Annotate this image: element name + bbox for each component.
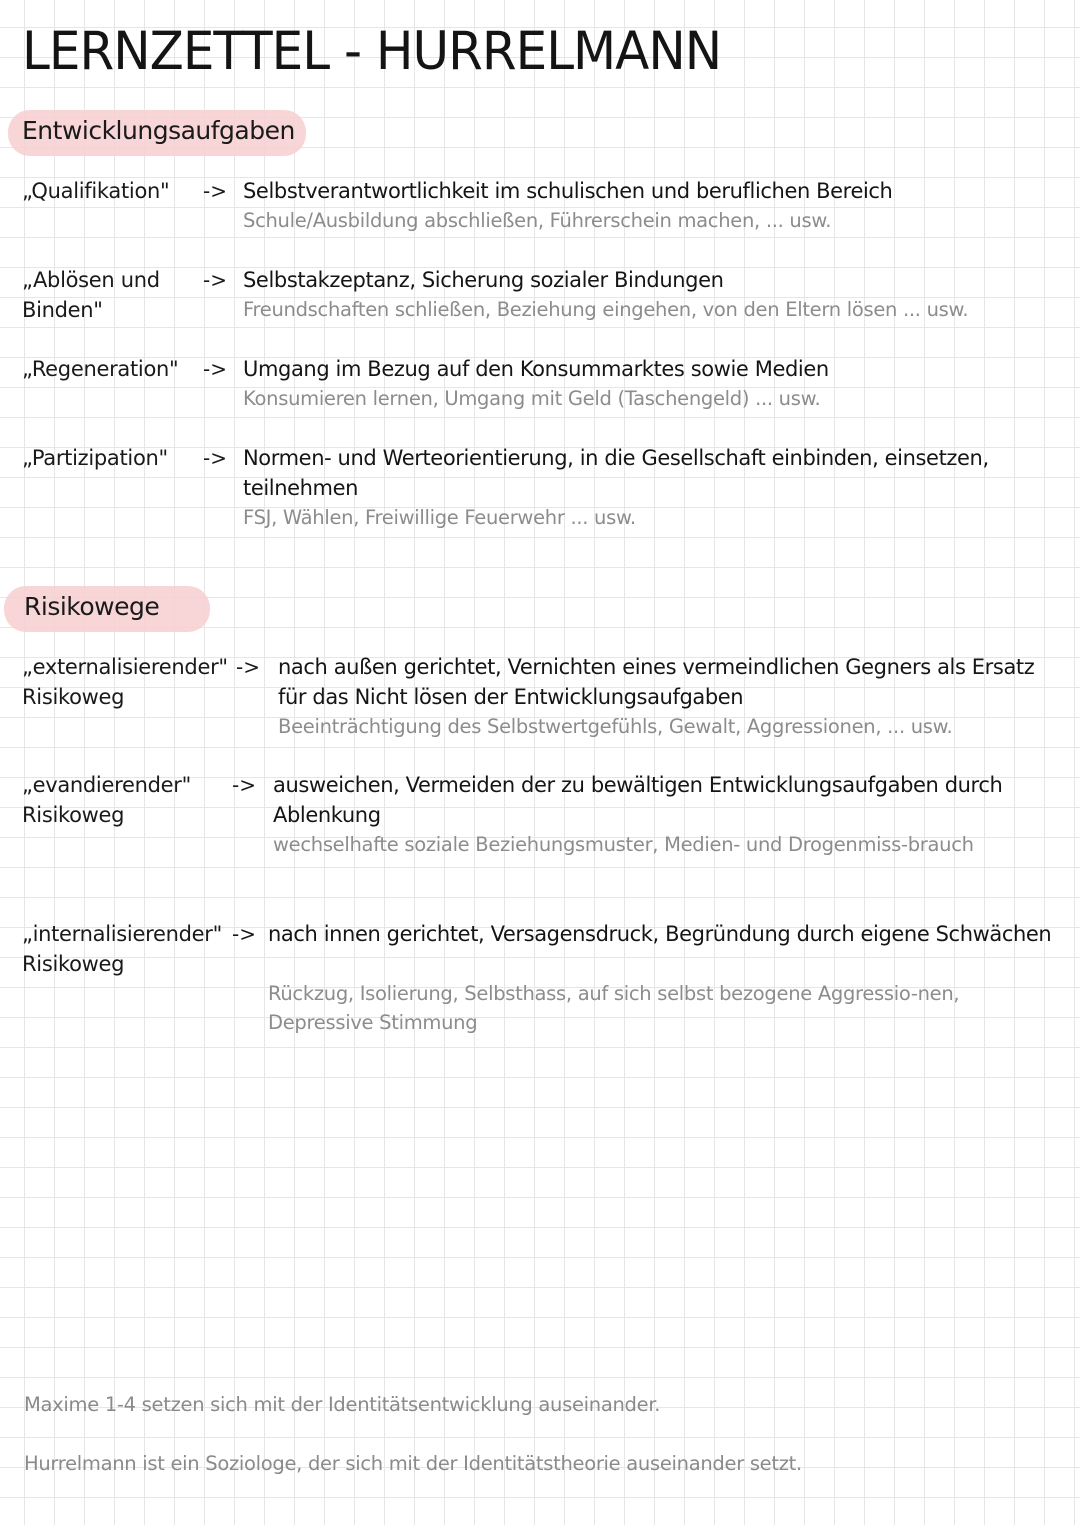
term-internalisierender: „internalisierender" Risikoweg [22, 922, 222, 976]
example-text-abloesen-binden: Freundschaften schließen, Beziehung eingehen, von den Eltern lösen ... usw. [243, 298, 969, 321]
section-heading-entwicklungsaufgaben: Entwicklungsaufgaben [22, 116, 295, 145]
main-text-partizipation: Normen- und Werteorientierung, in die Gesellschaft einbinden, einsetzen, teilnehmen [243, 446, 989, 500]
main-text-externalisierender: nach außen gerichtet, Vernichten eines vermeindlichen Gegners als Ersatz für das Nicht lösen der Entwicklungsaufgaben [278, 655, 1035, 709]
footer-note: Hurrelmann ist ein Soziologe, der sich mit der Identitätstheorie auseinander setzt. [24, 1452, 802, 1475]
example-text-qualifikation: Schule/Ausbildung abschließen, Führerschein machen, ... usw. [243, 209, 832, 232]
term-abloesen-binden: „Ablösen und Binden" [22, 268, 160, 322]
term-partizipation: „Partizipation" [22, 446, 168, 470]
term-externalisierender: „externalisierender" Risikoweg [22, 655, 228, 709]
example-text-externalisierender: Beeinträchtigung des Selbstwertgefühls, Gewalt, Aggressionen, ... usw. [278, 715, 953, 738]
example-text-regeneration: Konsumieren lernen, Umgang mit Geld (Taschengeld) ... usw. [243, 387, 821, 410]
main-text-qualifikation: Selbstverantwortlichkeit im schulischen und beruflichen Bereich [243, 179, 893, 203]
term-regeneration: „Regeneration" [22, 357, 179, 381]
arrow-icon: -> [232, 922, 256, 946]
arrow-icon: -> [203, 268, 227, 292]
arrow-icon: -> [236, 655, 260, 679]
example-text-internalisierender: Rückzug, Isolierung, Selbsthass, auf sich selbst bezogene Aggressio-nen, Depressive Stimmung [268, 982, 960, 1034]
term-evandierender: „evandierender" Risikoweg [22, 773, 191, 827]
main-text-regeneration: Umgang im Bezug auf den Konsummarktes sowie Medien [243, 357, 829, 381]
footer-note: Maxime 1-4 setzen sich mit der Identitätsentwicklung auseinander. [24, 1393, 661, 1416]
main-text-abloesen-binden: Selbstakzeptanz, Sicherung sozialer Bindungen [243, 268, 724, 292]
section-heading-risikowege: Risikowege [24, 592, 160, 621]
example-text-evandierender: wechselhafte soziale Beziehungsmuster, Medien- und Drogenmiss-brauch [273, 833, 974, 856]
arrow-icon: -> [232, 773, 256, 797]
arrow-icon: -> [203, 357, 227, 381]
main-text-internalisierender: nach innen gerichtet, Versagensdruck, Begründung durch eigene Schwächen [268, 922, 1052, 946]
main-text-evandierender: ausweichen, Vermeiden der zu bewältigen Entwicklungsaufgaben durch Ablenkung [273, 773, 1003, 827]
arrow-icon: -> [203, 446, 227, 470]
arrow-icon: -> [203, 179, 227, 203]
page-title: LERNZETTEL - HURRELMANN [22, 20, 722, 82]
example-text-partizipation: FSJ, Wählen, Freiwillige Feuerwehr ... usw. [243, 506, 636, 529]
term-qualifikation: „Qualifikation" [22, 179, 170, 203]
